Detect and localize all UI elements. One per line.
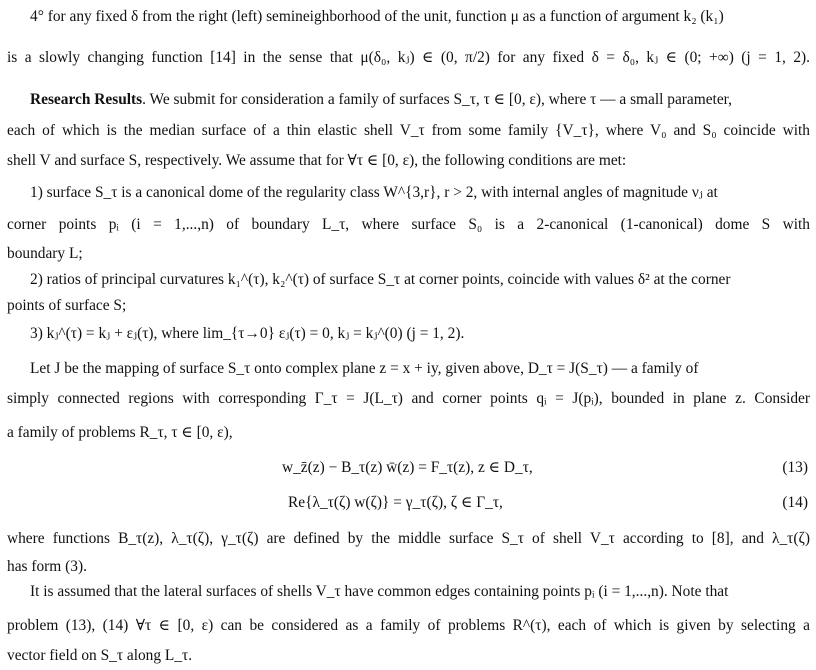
paragraph-line: has form (3). <box>7 558 87 575</box>
paragraph-line: It is assumed that the lateral surfaces of shells V_τ have common edges containing points pᵢ (i = 1,...,n). Note that <box>30 583 729 600</box>
paragraph-line: is a slowly changing function [14] in the sense that μ(δ₀, kⱼ) ∈ (0, π/2) for any fixed δ = δ₀, kⱼ ∈ (0; +∞) (j = 1, 2). <box>7 49 810 66</box>
condition-line: 2) ratios of principal curvatures k₁^(τ), k₂^(τ) of surface S_τ at corner points, coincide with values δ² at the corner <box>30 271 731 288</box>
research-results-line <box>30 90 810 110</box>
paragraph-line: a family of problems R_τ, τ ∈ [0, ε), <box>7 424 233 441</box>
paragraph-text: . We submit for consideration a family of surfaces S_τ, τ ∈ [0, ε), where τ — a small parameter, <box>142 91 733 108</box>
paragraph-line: problem (13), (14) ∀τ ∈ [0, ε) can be considered as a family of problems R^(τ), each of which is given by selecting a <box>7 617 810 634</box>
equation-number: (14) <box>782 494 808 511</box>
paragraph-line: each of which is the median surface of a thin elastic shell V_τ from some family {V_τ}, where V₀ and S₀ coincide with <box>7 122 810 139</box>
equation-13: w_z̄(z) − B_τ(z) w̄(z) = F_τ(z), z ∈ D_τ, <box>282 459 533 476</box>
paragraph-line: points of surface S; <box>7 297 127 314</box>
paragraph-line: simply connected regions with corresponding Γ_τ = J(L_τ) and corner points qᵢ = J(pᵢ), bounded in plane z. Consider <box>7 390 810 407</box>
section-heading: Research Results <box>30 91 143 108</box>
equation-14: Re{λ_τ(ζ) w(ζ)} = γ_τ(ζ), ζ ∈ Γ_τ, <box>288 494 503 511</box>
paragraph-line: vector field on S_τ along L_τ. <box>7 647 193 664</box>
paragraph-line: boundary L; <box>7 245 83 262</box>
paragraph-line: Let J be the mapping of surface S_τ onto complex plane z = x + iy, given above, D_τ = J(S_τ) — a family of <box>30 360 699 377</box>
paragraph-line: where functions B_τ(z), λ_τ(ζ), γ_τ(ζ) are defined by the middle surface S_τ of shell V_τ according to [8], and λ_τ(ζ) <box>7 530 810 547</box>
condition-line: 3) kⱼ^(τ) = kⱼ + εⱼ(τ), where lim_{τ→0} εⱼ(τ) = 0, kⱼ = kⱼ^(0) (j = 1, 2). <box>30 325 465 342</box>
equation-number: (13) <box>782 459 808 476</box>
paragraph-line: 4° for any fixed δ from the right (left) semineighborhood of the unit, function μ as a function of argument k₂ (k₁) <box>30 8 724 25</box>
condition-line: 1) surface S_τ is a canonical dome of the regularity class W^{3,r}, r > 2, with internal angles of magnitude νⱼ at <box>30 184 718 201</box>
paragraph-line: corner points pᵢ (i = 1,...,n) of boundary L_τ, where surface S₀ is a 2-canonical (1-canonical) dome S with <box>7 216 810 233</box>
paragraph-line: shell V and surface S, respectively. We assume that for ∀τ ∈ [0, ε), the following conditions are met: <box>7 152 627 169</box>
